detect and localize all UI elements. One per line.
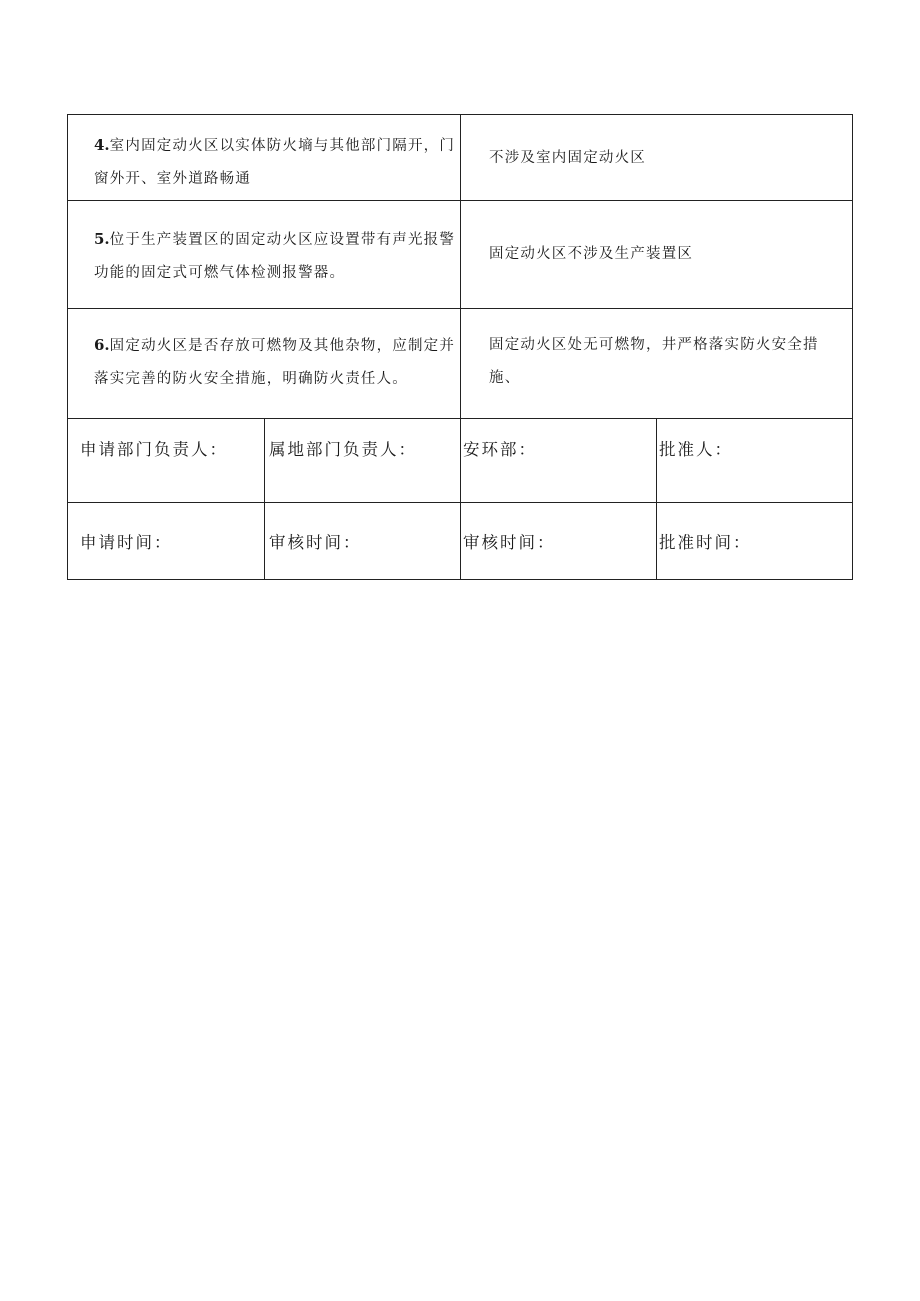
check-item-cell [68, 309, 460, 418]
check-item-content: 位于生产装置区的固定动火区应设置带有声光报警功能的固定式可燃气体检测报警器。 [94, 232, 456, 281]
check-item-text [94, 329, 460, 396]
check-item-content: 室内固定动火区以实体防火墒与其他部门隔开，门窗外开、室外道路畅通 [94, 138, 456, 187]
safety-dept-cell[interactable] [460, 419, 656, 502]
check-answer-cell [460, 201, 854, 308]
check-item-cell [68, 115, 460, 200]
approve-time-label: 批准时间： [659, 533, 752, 552]
check-item-number: 6. [94, 336, 110, 354]
applicant-head-label: 申请部门负责人： [80, 440, 228, 459]
check-row-5 [68, 201, 852, 309]
check-item-text [94, 223, 460, 290]
approver-cell[interactable] [656, 419, 854, 502]
check-item-cell [68, 201, 460, 308]
permit-table [67, 114, 853, 580]
check-answer-cell [460, 309, 854, 418]
safety-dept-label: 安环部： [463, 440, 537, 459]
check-answer-text: 固定动火区处无可燃物，井严格落实防火安全措施、 [489, 337, 819, 386]
review-time-cell-2[interactable] [460, 503, 656, 579]
territory-head-cell[interactable] [264, 419, 460, 502]
apply-time-cell[interactable] [68, 503, 264, 579]
check-item-number: 5. [94, 230, 110, 248]
check-row-4 [68, 115, 852, 201]
territory-head-label: 属地部门负责人： [269, 440, 417, 459]
check-answer-text: 不涉及室内固定动火区 [489, 150, 646, 166]
check-item-text [94, 129, 460, 196]
applicant-head-cell[interactable] [68, 419, 264, 502]
apply-time-label: 申请时间： [80, 533, 173, 552]
check-item-number: 4. [94, 136, 110, 154]
check-answer-text: 固定动火区不涉及生产装置区 [489, 246, 694, 262]
review-time-label-2: 审核时间： [463, 533, 556, 552]
approve-time-cell[interactable] [656, 503, 854, 579]
check-answer-cell [460, 115, 854, 200]
time-row [68, 503, 852, 579]
approver-label: 批准人： [659, 440, 733, 459]
check-item-content: 固定动火区是否存放可燃物及其他杂物，应制定并落实完善的防火安全措施，明确防火责任人。 [94, 338, 456, 387]
check-row-6 [68, 309, 852, 419]
review-time-cell-1[interactable] [264, 503, 460, 579]
signature-row [68, 419, 852, 503]
review-time-label-1: 审核时间： [269, 533, 362, 552]
